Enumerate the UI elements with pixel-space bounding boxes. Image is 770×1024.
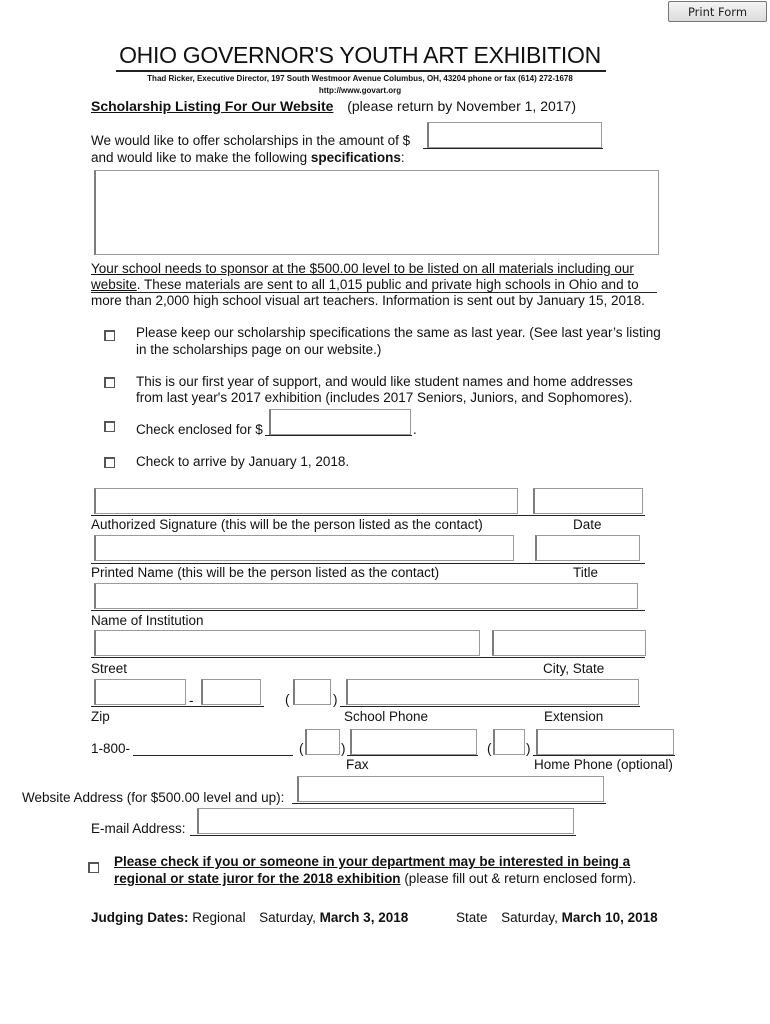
keep-specs-checkbox[interactable] [104, 330, 115, 341]
juror-line-1: Please check if you or someone in your department may be interested in being a [114, 854, 631, 869]
date-input[interactable] [533, 488, 643, 514]
fax-input[interactable] [350, 729, 477, 755]
check-arrive-checkbox[interactable] [104, 457, 115, 468]
zip-plus4-input[interactable] [201, 679, 261, 705]
state-day: Saturday, [501, 910, 558, 925]
home-phone-underline [533, 755, 675, 756]
juror-checkbox[interactable] [88, 862, 99, 873]
check-arrive-label: Check to arrive by January 1, 2018. [136, 454, 350, 469]
regional-label: Regional [192, 910, 246, 925]
home-phone-input[interactable] [536, 729, 674, 755]
offer-line-2: and would like to make the following [91, 150, 311, 165]
street-underline [91, 657, 645, 658]
home-area-close-paren: ) [526, 741, 531, 756]
signature-label: Authorized Signature (this will be the person listed as the contact) [91, 517, 483, 532]
header-address: Thad Ricker, Executive Director, 197 South Westmoor Avenue Columbus, OH, 43204 phone or fax (614) 272-1678 [147, 74, 573, 83]
state-label: State [456, 910, 488, 925]
offer-colon: : [400, 150, 405, 165]
email-underline [190, 835, 576, 836]
street-label: Street [91, 661, 128, 676]
first-year-line-2: from last year's 2017 exhibition (includes 2017 Seniors, Juniors, and Sophomores). [136, 390, 633, 405]
city-state-input[interactable] [492, 630, 646, 656]
print-form-button[interactable]: Print Form [668, 1, 767, 22]
first-year-checkbox[interactable] [104, 377, 115, 388]
specifications-textarea[interactable] [94, 170, 659, 255]
institution-underline [91, 610, 645, 611]
email-label: E-mail Address: [91, 821, 186, 836]
title-rule [116, 70, 606, 72]
sponsor-line-1: Your school needs to sponsor at the $500.00 level to be listed on all materials including our [91, 261, 634, 276]
school-phone-label: School Phone [344, 709, 429, 724]
signature-input[interactable] [94, 488, 518, 514]
zip-dash: - [189, 693, 194, 708]
website-label: Website Address (for $500.00 level and up): [22, 790, 285, 805]
listing-deadline: (please return by November 1, 2017) [347, 98, 577, 114]
home-area-code-input[interactable] [493, 729, 525, 755]
listing-heading: Scholarship Listing For Our Website [91, 98, 334, 114]
tollfree-underline [133, 755, 293, 756]
check-enclosed-label: Check enclosed for $ [136, 422, 263, 437]
website-input[interactable] [297, 776, 604, 802]
zip-label: Zip [91, 709, 110, 724]
header-url: http://www.govart.org [318, 86, 402, 95]
fax-area-code-input[interactable] [305, 729, 340, 755]
fax-label: Fax [346, 757, 369, 772]
sponsor-line-2: . These materials are sent to all 1,015 public and private high schools in Ohio and to [136, 277, 639, 292]
school-phone-input[interactable] [346, 679, 639, 705]
school-area-close-paren: ) [333, 692, 338, 707]
fax-underline [347, 755, 478, 756]
fax-area-open-paren: ( [299, 741, 304, 756]
regional-date: March 3, 2018 [319, 910, 409, 925]
juror-line-2-rest: (please fill out & return enclosed form). [400, 871, 637, 886]
tollfree-label: 1-800- [91, 741, 131, 756]
street-input[interactable] [94, 630, 480, 656]
institution-input[interactable] [94, 583, 638, 609]
judging-label: Judging Dates: [91, 910, 189, 925]
zip-input[interactable] [94, 679, 186, 705]
date-label: Date [573, 517, 602, 532]
juror-line-2-bold: regional or state juror for the 2018 exhibition [114, 871, 401, 886]
check-amount-underline [265, 435, 412, 436]
website-underline [292, 803, 606, 804]
city-state-label: City, State [543, 661, 605, 676]
school-phone-underline [340, 706, 640, 707]
page-title: OHIO GOVERNOR'S YOUTH ART EXHIBITION [119, 42, 601, 68]
sponsor-line-3: more than 2,000 high school visual art teachers. Information is sent out by January 15, 2018. [91, 293, 645, 308]
check-amount-input[interactable] [269, 409, 411, 435]
school-area-code-input[interactable] [293, 679, 331, 705]
specifications-label: specifications [310, 150, 401, 165]
regional-day: Saturday, [259, 910, 316, 925]
amount-input[interactable] [427, 122, 602, 148]
check-enclosed-period: . [413, 422, 417, 437]
email-input[interactable] [197, 808, 574, 834]
printed-name-input[interactable] [94, 535, 514, 561]
extension-label: Extension [544, 709, 604, 724]
website-word: website [91, 277, 137, 292]
printed-name-underline [91, 563, 645, 564]
keep-specs-line-2: in the scholarships page on our website.) [136, 342, 382, 357]
check-enclosed-checkbox[interactable] [104, 421, 115, 432]
keep-specs-line-1: Please keep our scholarship specifications the same as last year. (See last year’s listing [136, 325, 661, 340]
home-phone-label: Home Phone (optional) [534, 757, 673, 772]
school-area-open-paren: ( [285, 692, 290, 707]
offer-line-1: We would like to offer scholarships in the amount of $ [91, 133, 411, 148]
amount-underline [423, 148, 603, 149]
home-area-open-paren: ( [487, 741, 492, 756]
first-year-line-1: This is our first year of support, and would like student names and home addresses [136, 374, 633, 389]
signature-underline [91, 515, 645, 516]
fax-area-close-paren: ) [341, 741, 346, 756]
zip-underline [91, 706, 264, 707]
printed-name-label: Printed Name (this will be the person listed as the contact) [91, 565, 440, 580]
title-label: Title [573, 565, 599, 580]
institution-label: Name of Institution [91, 613, 204, 628]
title-input[interactable] [535, 535, 640, 561]
state-date: March 10, 2018 [561, 910, 658, 925]
